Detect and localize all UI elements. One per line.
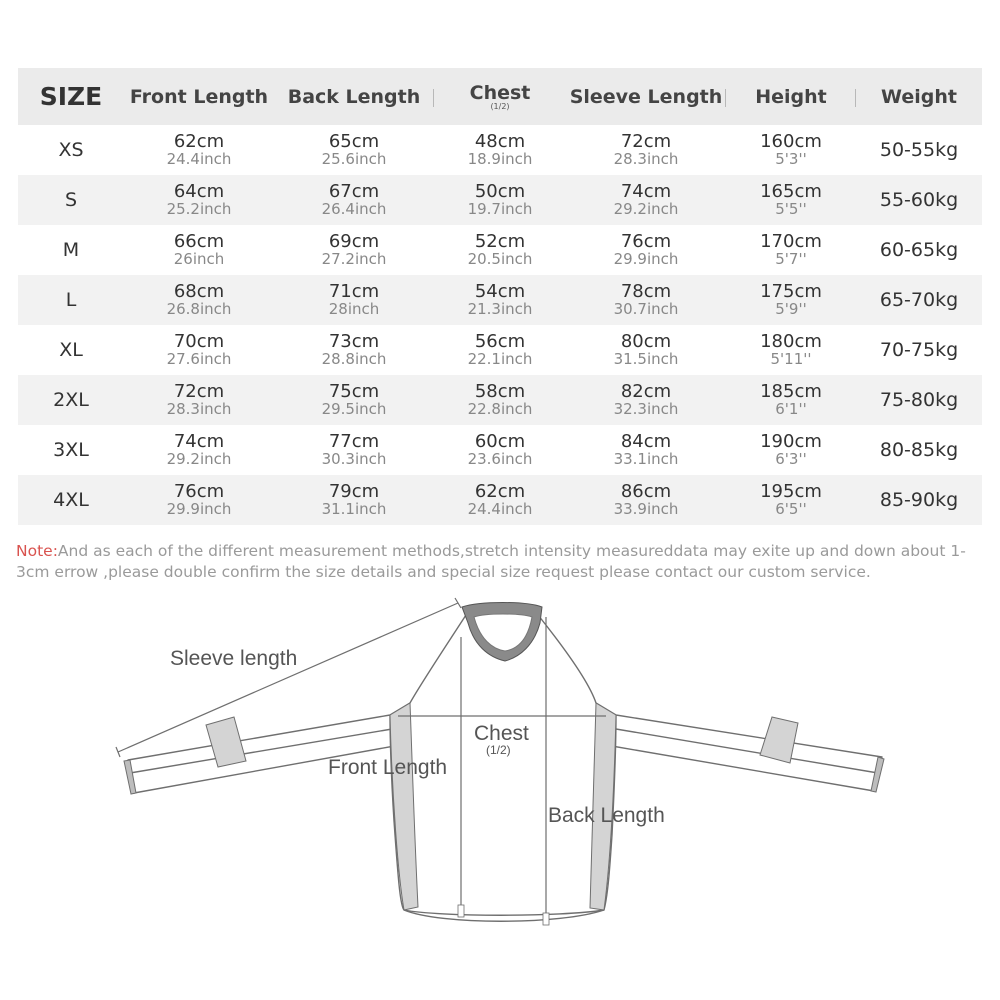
front-length-cm: 68cm xyxy=(173,281,225,302)
sleeve-length-cell xyxy=(566,475,726,525)
header-height: Height xyxy=(726,68,856,125)
sleeve-length-cm: 84cm xyxy=(620,431,672,452)
header-weight: Weight xyxy=(881,85,957,108)
sleeve-length-cm: 72cm xyxy=(620,131,672,152)
back-length-imperial: 27.2inch xyxy=(321,250,387,268)
height-imperial: 5'9'' xyxy=(775,300,807,318)
front-length-cell xyxy=(124,125,274,175)
sleeve-length-cm: 86cm xyxy=(620,481,672,502)
front-length-cm: 70cm xyxy=(173,331,225,352)
height-imperial: 5'7'' xyxy=(775,250,807,268)
chest-cell xyxy=(434,125,566,175)
back-length-imperial: 25.6inch xyxy=(321,150,387,168)
chest-label: Chest xyxy=(474,722,529,745)
height-cm: 175cm xyxy=(760,281,822,302)
sleeve-length-imperial: 32.3inch xyxy=(613,400,679,418)
height-cm: 185cm xyxy=(760,381,822,402)
weight-cell: 70-75kg xyxy=(879,339,959,361)
front-length-cell xyxy=(124,375,274,425)
front-length-cell xyxy=(124,425,274,475)
sleeve-length-cell xyxy=(566,325,726,375)
back-length-cell xyxy=(274,475,434,525)
height-cell xyxy=(726,425,856,475)
sleeve-length-imperial: 29.2inch xyxy=(613,200,679,218)
chest-cell xyxy=(434,175,566,225)
sleeve-length-cell xyxy=(566,225,726,275)
front-length-imperial: 24.4inch xyxy=(166,150,232,168)
back-length-cm: 65cm xyxy=(328,131,380,152)
size-cell: M xyxy=(62,239,80,261)
height-cell xyxy=(726,225,856,275)
sleeve-length-cm: 74cm xyxy=(620,181,672,202)
chest-imperial: 23.6inch xyxy=(467,450,533,468)
measurement-note xyxy=(16,541,988,583)
front-length-imperial: 25.2inch xyxy=(166,200,232,218)
back-length-imperial: 26.4inch xyxy=(321,200,387,218)
left-side-panel xyxy=(390,703,418,910)
front-length-label: Front Length xyxy=(328,756,448,779)
size-table xyxy=(18,68,982,525)
size-cell: 4XL xyxy=(53,489,89,511)
chest-cm: 56cm xyxy=(474,331,526,352)
back-length-label: Back Length xyxy=(548,804,665,827)
front-length-imperial: 26inch xyxy=(173,250,225,268)
height-imperial: 6'1'' xyxy=(775,400,807,418)
chest-cm: 58cm xyxy=(474,381,526,402)
back-length-cell xyxy=(274,325,434,375)
chest-cm: 60cm xyxy=(474,431,526,452)
note-text: And as each of the different measurement methods,stretch intensity measureddata may exite up and down about 1-3cm errow ,please double confirm the size details and special size request please contact our custom service. xyxy=(16,542,966,581)
back-length-cm: 69cm xyxy=(328,231,380,252)
front-length-cm: 66cm xyxy=(173,231,225,252)
sleeve-length-cell xyxy=(566,125,726,175)
sleeve-length-imperial: 33.1inch xyxy=(613,450,679,468)
chest-cell xyxy=(434,425,566,475)
back-length-cell xyxy=(274,425,434,475)
chest-imperial: 24.4inch xyxy=(467,500,533,518)
weight-cell: 55-60kg xyxy=(879,189,959,211)
weight-cell: 85-90kg xyxy=(879,489,959,511)
front-length-cell xyxy=(124,175,274,225)
height-imperial: 6'3'' xyxy=(775,450,807,468)
size-cell: XS xyxy=(58,139,84,161)
sleeve-length-cell xyxy=(566,175,726,225)
front-length-cm: 72cm xyxy=(173,381,225,402)
back-length-cm: 77cm xyxy=(328,431,380,452)
chest-imperial: 22.1inch xyxy=(467,350,533,368)
chest-cell xyxy=(434,375,566,425)
table-row xyxy=(18,425,982,475)
table-row xyxy=(18,275,982,325)
chest-imperial: 20.5inch xyxy=(467,250,533,268)
back-length-cm: 73cm xyxy=(328,331,380,352)
header-size: SIZE xyxy=(39,82,103,111)
height-imperial: 6'5'' xyxy=(775,500,807,518)
right-sleeve-patch xyxy=(760,717,798,763)
height-cell xyxy=(726,125,856,175)
size-cell: XL xyxy=(59,339,83,361)
front-length-imperial: 26.8inch xyxy=(166,300,232,318)
chest-imperial: 21.3inch xyxy=(467,300,533,318)
height-cm: 170cm xyxy=(760,231,822,252)
height-cm: 190cm xyxy=(760,431,822,452)
size-cell: S xyxy=(64,189,78,211)
front-length-imperial: 29.2inch xyxy=(166,450,232,468)
header-front-length: Front Length xyxy=(129,85,269,108)
height-cell xyxy=(726,175,856,225)
size-cell: L xyxy=(65,289,77,311)
front-length-cell xyxy=(124,325,274,375)
back-length-cm: 71cm xyxy=(328,281,380,302)
sleeve-length-cell xyxy=(566,375,726,425)
back-length-cell xyxy=(274,375,434,425)
front-length-imperial: 28.3inch xyxy=(166,400,232,418)
back-length-cell xyxy=(274,275,434,325)
chest-cm: 52cm xyxy=(474,231,526,252)
sleeve-length-cm: 76cm xyxy=(620,231,672,252)
chest-cm: 48cm xyxy=(474,131,526,152)
jersey-measurement-diagram xyxy=(0,595,1000,1000)
sleeve-length-imperial: 33.9inch xyxy=(613,500,679,518)
chest-imperial: 19.7inch xyxy=(467,200,533,218)
chest-cm: 62cm xyxy=(474,481,526,502)
chest-imperial: 22.8inch xyxy=(467,400,533,418)
front-length-cm: 74cm xyxy=(173,431,225,452)
chest-cm: 54cm xyxy=(474,281,526,302)
sleeve-length-cm: 80cm xyxy=(620,331,672,352)
sleeve-length-imperial: 28.3inch xyxy=(613,150,679,168)
front-length-imperial: 27.6inch xyxy=(166,350,232,368)
height-cm: 160cm xyxy=(760,131,822,152)
weight-cell: 60-65kg xyxy=(879,239,959,261)
table-row xyxy=(18,375,982,425)
back-length-imperial: 31.1inch xyxy=(321,500,387,518)
height-cell xyxy=(726,325,856,375)
chest-sub-label: (1/2) xyxy=(486,743,511,757)
weight-cell: 50-55kg xyxy=(879,139,959,161)
height-cell xyxy=(726,475,856,525)
sleeve-length-label: Sleeve length xyxy=(170,647,298,670)
height-imperial: 5'11'' xyxy=(770,350,812,368)
note-label: Note: xyxy=(16,542,58,560)
table-body xyxy=(18,125,982,525)
chest-cell xyxy=(434,225,566,275)
height-cm: 195cm xyxy=(760,481,822,502)
back-length-imperial: 28inch xyxy=(328,300,380,318)
table-header-row xyxy=(18,68,982,125)
height-imperial: 5'5'' xyxy=(775,200,807,218)
back-length-cell xyxy=(274,125,434,175)
table-row xyxy=(18,325,982,375)
height-cm: 180cm xyxy=(760,331,822,352)
sleeve-length-cm: 78cm xyxy=(620,281,672,302)
header-sleeve-length: Sleeve Length xyxy=(566,68,726,125)
chest-cell xyxy=(434,275,566,325)
header-chest-sub: (1/2) xyxy=(490,102,510,111)
sleeve-length-imperial: 30.7inch xyxy=(613,300,679,318)
chest-cell xyxy=(434,475,566,525)
table-row xyxy=(18,475,982,525)
table-row xyxy=(18,175,982,225)
height-imperial: 5'3'' xyxy=(775,150,807,168)
height-cell xyxy=(726,375,856,425)
front-length-cell xyxy=(124,275,274,325)
table-row xyxy=(18,225,982,275)
front-length-cm: 62cm xyxy=(173,131,225,152)
back-length-imperial: 28.8inch xyxy=(321,350,387,368)
back-length-cm: 67cm xyxy=(328,181,380,202)
chest-cell xyxy=(434,325,566,375)
sleeve-length-imperial: 31.5inch xyxy=(613,350,679,368)
sleeve-length-cell xyxy=(566,275,726,325)
back-length-cm: 79cm xyxy=(328,481,380,502)
front-length-cm: 64cm xyxy=(173,181,225,202)
back-length-imperial: 29.5inch xyxy=(321,400,387,418)
weight-cell: 80-85kg xyxy=(879,439,959,461)
header-back-length: Back Length xyxy=(274,68,434,125)
table-row xyxy=(18,125,982,175)
back-length-cell xyxy=(274,225,434,275)
right-cuff xyxy=(871,757,884,792)
size-cell: 2XL xyxy=(53,389,89,411)
chest-imperial: 18.9inch xyxy=(467,150,533,168)
weight-cell: 75-80kg xyxy=(879,389,959,411)
sleeve-length-cell xyxy=(566,425,726,475)
back-length-imperial: 30.3inch xyxy=(321,450,387,468)
front-length-imperial: 29.9inch xyxy=(166,500,232,518)
size-cell: 3XL xyxy=(53,439,89,461)
front-length-cell xyxy=(124,475,274,525)
chest-cm: 50cm xyxy=(474,181,526,202)
height-cell xyxy=(726,275,856,325)
sleeve-length-imperial: 29.9inch xyxy=(613,250,679,268)
back-length-cm: 75cm xyxy=(328,381,380,402)
header-chest: Chest (1/2) xyxy=(469,82,531,111)
sleeve-length-cm: 82cm xyxy=(620,381,672,402)
left-cuff xyxy=(124,760,136,794)
weight-cell: 65-70kg xyxy=(879,289,959,311)
back-length-cell xyxy=(274,175,434,225)
height-cm: 165cm xyxy=(760,181,822,202)
front-length-cell xyxy=(124,225,274,275)
front-length-cm: 76cm xyxy=(173,481,225,502)
